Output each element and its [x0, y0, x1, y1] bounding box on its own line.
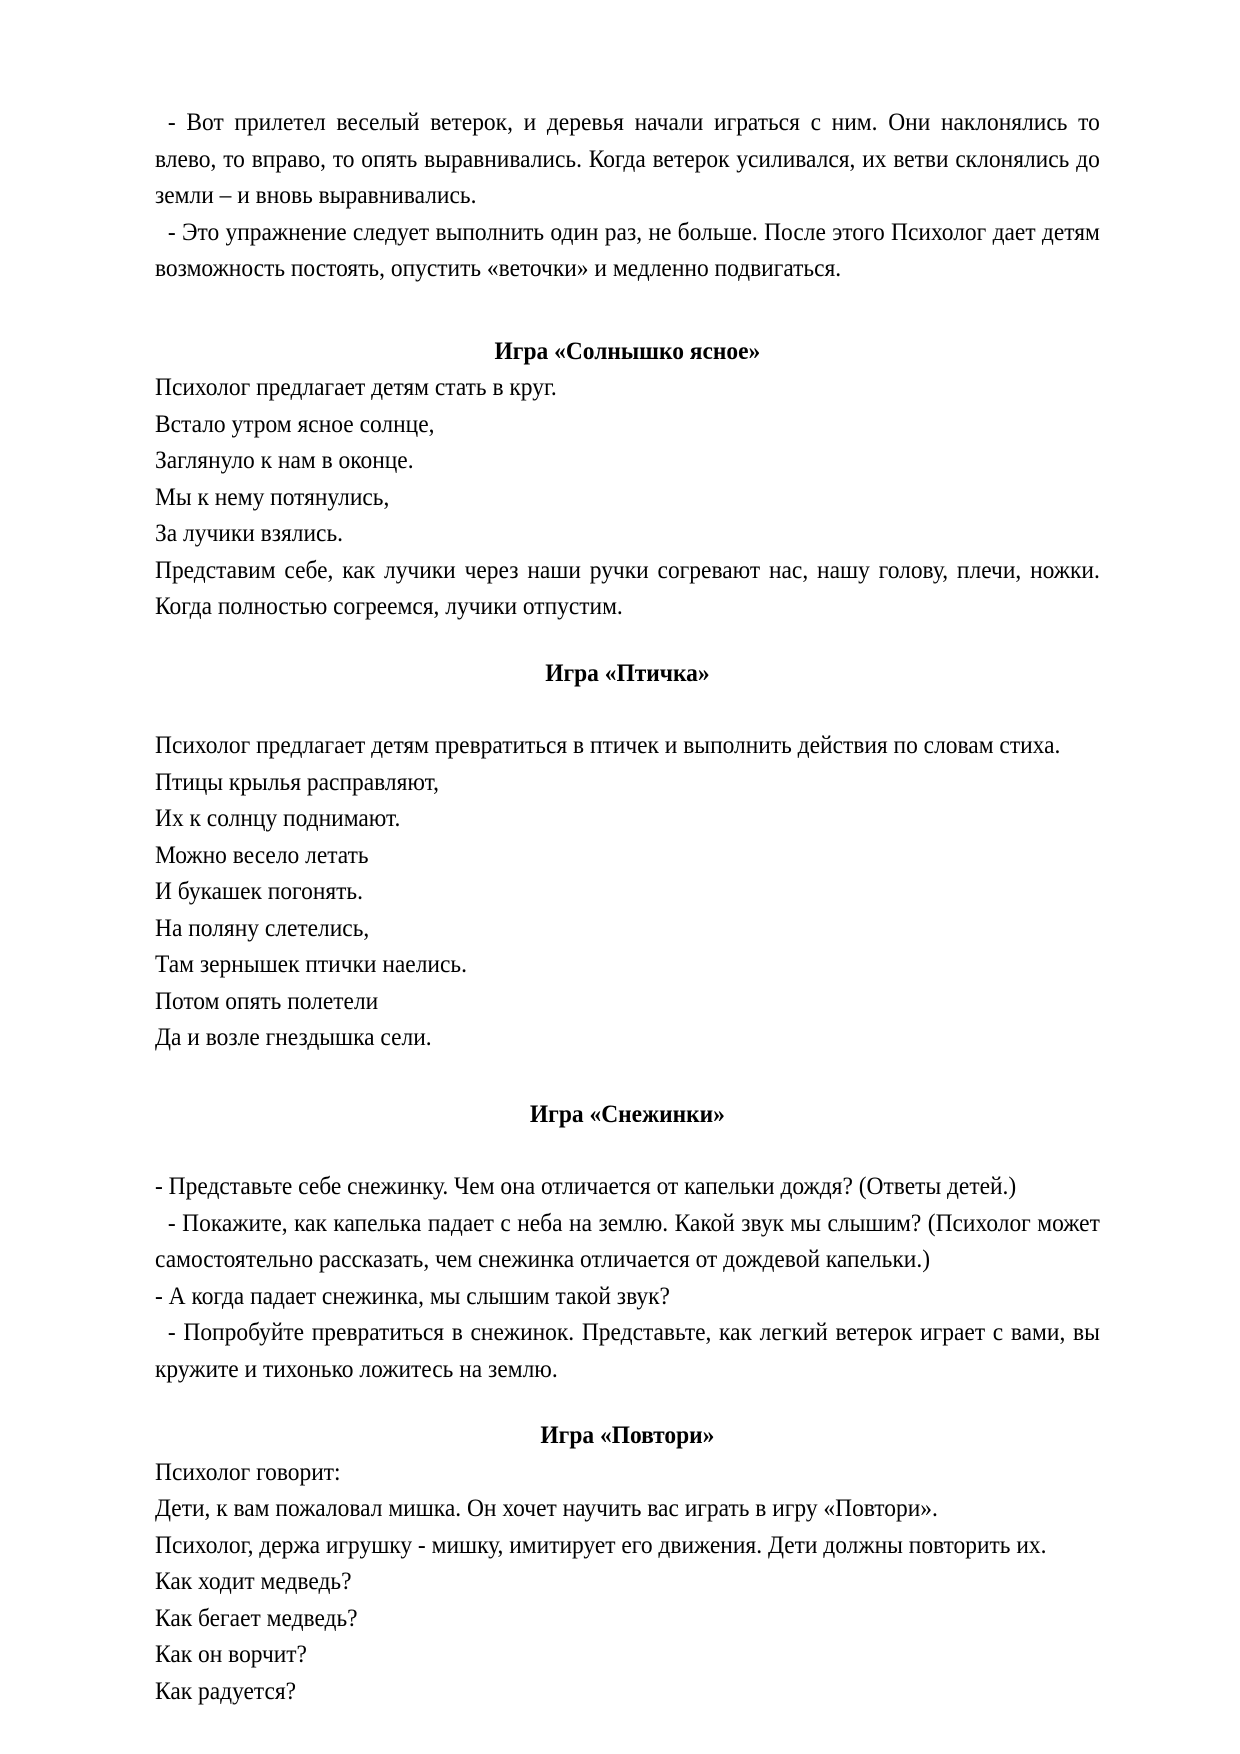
- verse-line: И букашек погонять.: [155, 876, 363, 905]
- document-body: [155, 104, 1100, 1709]
- snezhinki-line-3: - А когда падает снежинка, мы слышим такой звук?: [155, 1280, 670, 1310]
- spacer: [155, 1056, 1100, 1096]
- povtori-question: Как он ворчит?: [155, 1639, 307, 1668]
- section-lead-solnyshko: Психолог предлагает детям стать в круг.: [155, 372, 557, 401]
- verse-line: Их к солнцу поднимают.: [155, 803, 401, 832]
- povtori-body-line-1: Дети, к вам пожаловал мишка. Он хочет научить вас играть в игру «Повтори».: [155, 1493, 938, 1522]
- spacer: [155, 625, 1100, 655]
- section-heading-solnyshko: Игра «Солнышко ясное»: [494, 335, 761, 365]
- snezhinki-line-2: - Покажите, как капелька падает с неба на землю. Какой звук мы слышим? (Психолог может самостоятельно рассказать, чем снежинка отличается от дождевой капельки.): [155, 1207, 1100, 1273]
- povtori-question: Как ходит медведь?: [155, 1566, 352, 1595]
- verse-line: Потом опять полетели: [155, 985, 379, 1015]
- verse-line: Мы к нему потянулись,: [155, 481, 390, 511]
- intro-paragraph-2: - Это упражнение следует выполнить один раз, не больше. После этого Психолог дает детям возможность постоять, опустить «веточки» и медленно подвигаться.: [155, 216, 1100, 282]
- section-lead-ptichka: Психолог предлагает детям превратиться в птичек и выполнить действия по словам стиха.: [155, 730, 1061, 759]
- snezhinki-line-1: - Представьте себе снежинку. Чем она отличается от капельки дождя? (Ответы детей.): [155, 1171, 1017, 1200]
- section-closing-solnyshko: Представим себе, как лучики через наши ручки согревают нас, нашу голову, плечи, ножки. Когда полностью согреемся, лучики отпустим.: [155, 554, 1100, 620]
- verse-line: Встало утром ясное солнце,: [155, 408, 435, 438]
- intro-paragraph-1: - Вот прилетел веселый ветерок, и деревья начали играться с ним. Они наклонялись то влево, то вправо, то опять выравнивались. Когда ветерок усиливался, их ветви склонялись до земли – и вновь выравнивались.: [155, 107, 1100, 209]
- povtori-question: Как радуется?: [155, 1675, 297, 1705]
- verse-line: Заглянуло к нам в оконце.: [155, 445, 414, 474]
- povtori-body-line-2: Психолог, держа игрушку - мишку, имитирует его движения. Дети должны повторить их.: [155, 1529, 1047, 1559]
- section-lead-povtori: Психолог говорит:: [155, 1456, 341, 1486]
- snezhinki-line-4: - Попробуйте превратиться в снежинок. Представьте, как легкий ветерок играет с вами, вы кружите и тихонько ложитесь на землю.: [155, 1317, 1100, 1383]
- section-heading-ptichka: Игра «Птичка»: [545, 657, 710, 687]
- section-heading-povtori: Игра «Повтори»: [540, 1420, 715, 1449]
- verse-line: Птицы крылья расправляют,: [155, 766, 439, 796]
- section-heading-snezhinki: Игра «Снежинки»: [529, 1098, 725, 1128]
- verse-line: Можно весело летать: [155, 839, 369, 869]
- verse-line: Там зернышек птички наелись.: [155, 949, 467, 978]
- verse-line: На поляну слетелись,: [155, 912, 370, 942]
- verse-line: За лучики взялись.: [155, 518, 344, 547]
- spacer: [155, 287, 1100, 333]
- verse-line: Да и возле гнездышка сели.: [155, 1022, 432, 1051]
- povtori-question: Как бегает медведь?: [155, 1602, 358, 1632]
- spacer: [155, 691, 1100, 727]
- spacer: [155, 1132, 1100, 1168]
- spacer: [155, 1387, 1100, 1417]
